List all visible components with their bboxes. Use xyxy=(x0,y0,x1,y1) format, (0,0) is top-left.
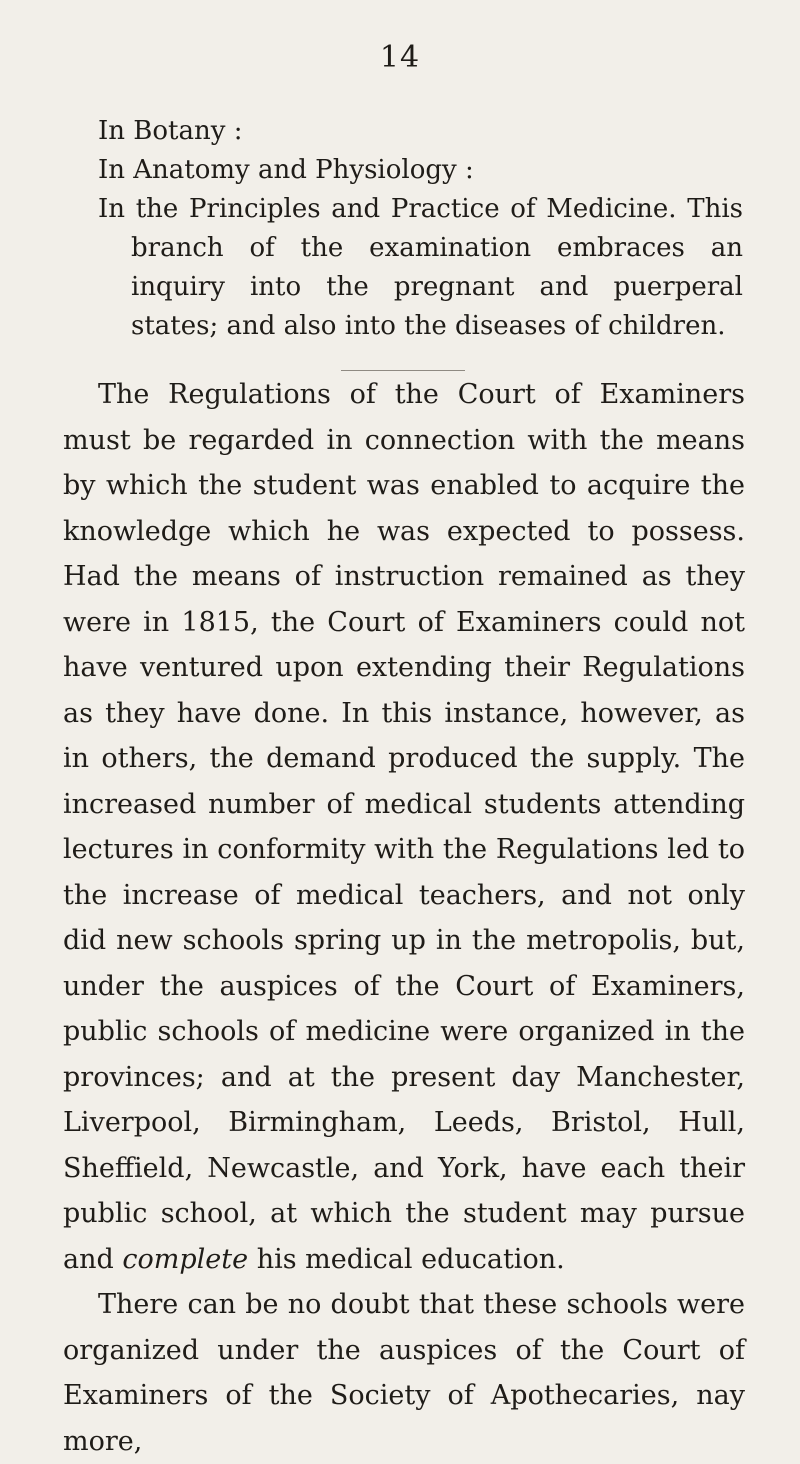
paragraph-regulations-text: The Regulations of the Court of Examiners must be regarded in connection with the means by which the student was enabled to acquire the knowledge which he was expected to possess. Had the means of instruction remained as they were in 1815, the Court of Examiners could not have ventured upon extending their Regulations as they have done. In this instance, however, as in others, the demand produced the supply. The increased number of medical students attending lectures in conformity with the Regulations led to the increase of medical teachers, and not only did new schools spring up in the metropolis, but, under the auspices of the Court of Examiners, public schools of medicine were organized in the provinces; and at the present day Manchester, Liverpool, Birmingham, Leeds, Bristol, Hull, Sheffield, Newcastle, and York, have each their public school, at which the student may pursue and xyxy=(63,379,745,1275)
body-text xyxy=(63,372,745,1464)
page-number: 14 xyxy=(379,40,421,75)
emphasis-complete: complete xyxy=(122,1243,249,1275)
paragraph-regulations-end: his medical education. xyxy=(256,1243,565,1275)
paragraph-regulations xyxy=(63,372,745,1282)
paragraph-schools: There can be no doubt that these schools were organized under the auspices of the Court of Examiners of the Society of Apothecaries, nay more, xyxy=(63,1289,745,1457)
list-item-medicine: In the Principles and Practice of Medicine. This branch of the examination embraces an inquiry into the pregnant and puerperal states; and also into the diseases of children. xyxy=(98,194,743,341)
list-item-anatomy: In Anatomy and Physiology : xyxy=(98,155,474,185)
list-item-botany: In Botany : xyxy=(98,116,243,146)
section-divider xyxy=(341,370,465,371)
examination-subjects-list xyxy=(0,112,800,346)
